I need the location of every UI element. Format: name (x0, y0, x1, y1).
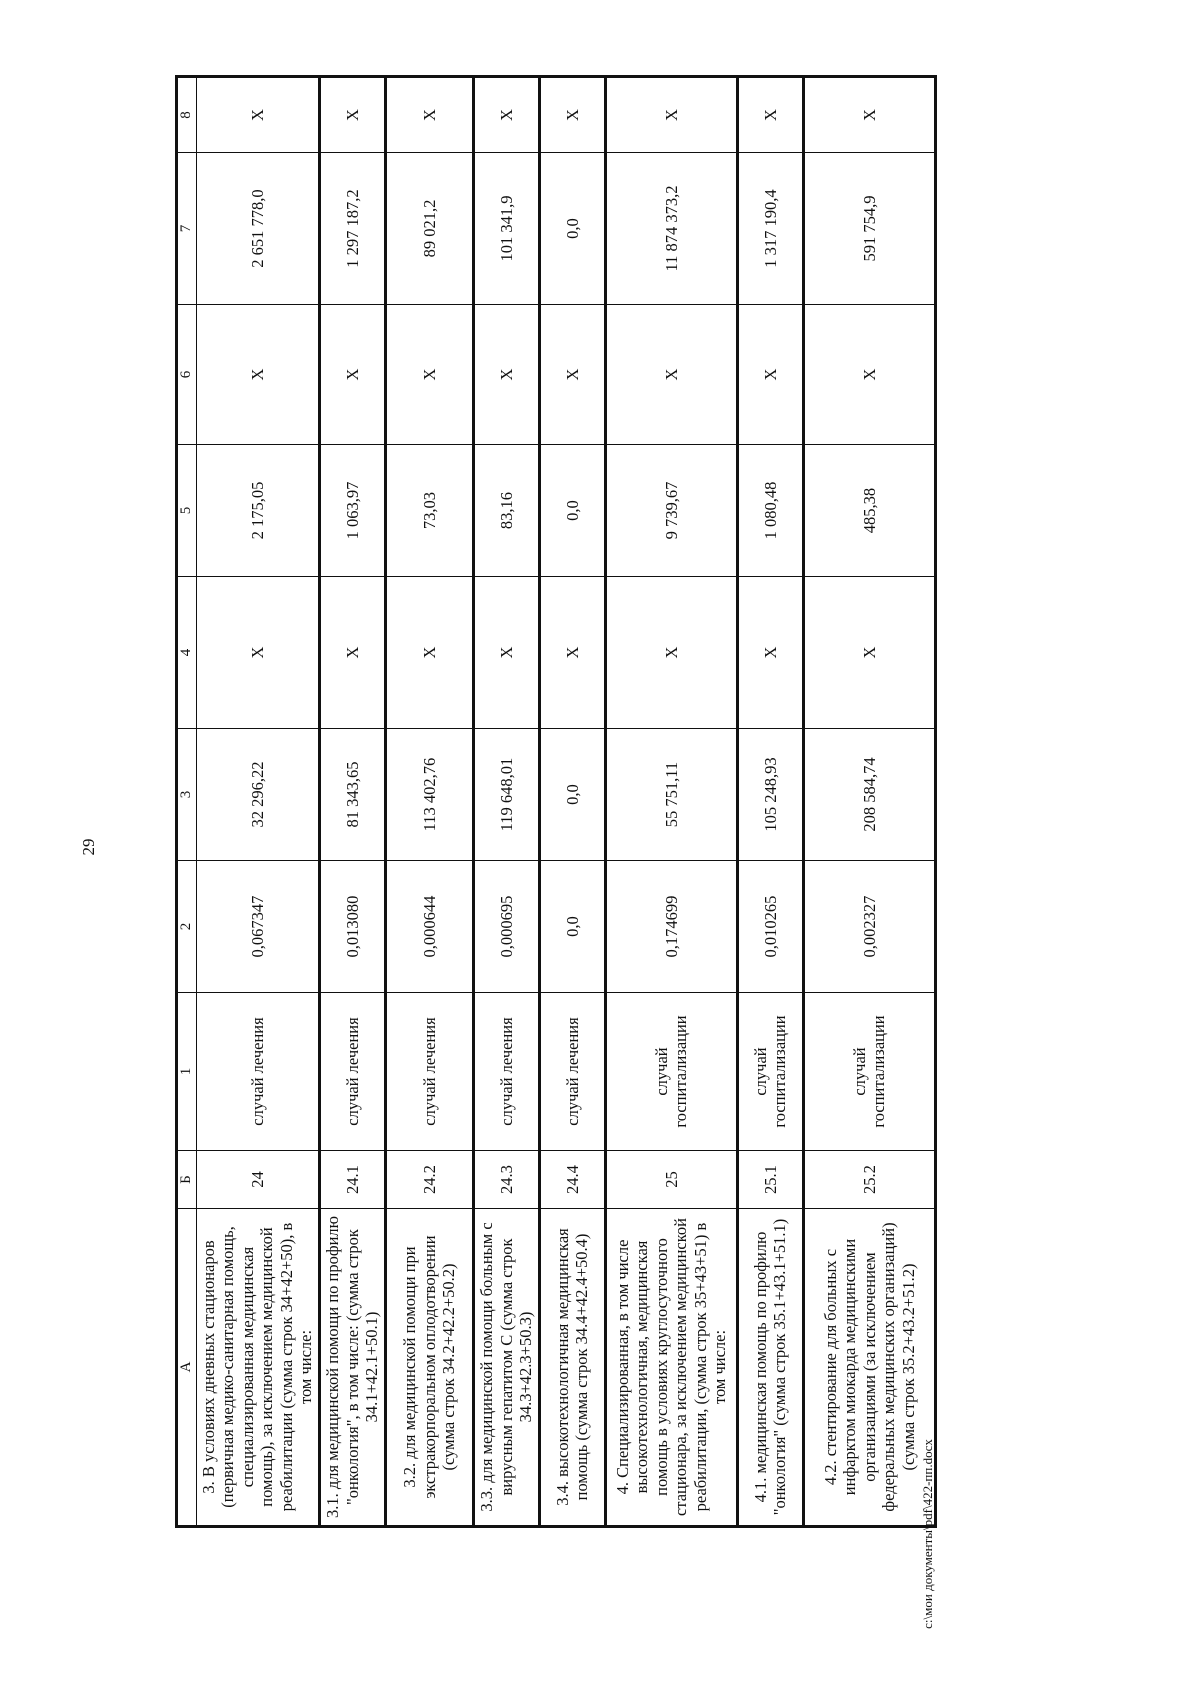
volume-cell: 0,000644 (385, 861, 473, 993)
col7-cell: 11 874 373,2 (605, 153, 737, 305)
page-number: 29 (79, 838, 98, 856)
row-code: 24.3 (473, 1151, 539, 1209)
table-row (385, 77, 473, 1527)
row-code: 24.4 (539, 1151, 605, 1209)
col8-cell: Х (473, 77, 539, 153)
col5-cell: 0,0 (539, 445, 605, 577)
col6-cell: Х (803, 305, 935, 445)
col5-cell: 485,38 (803, 445, 935, 577)
header-5: 5 (177, 445, 197, 577)
volume-cell: 0,010265 (737, 861, 803, 993)
col8-cell: Х (605, 77, 737, 153)
row-label: 4.2. стентирование для больных с инфарктом миокарда медицинскими организациями (за исключением федеральных медицинских организаций) (сумма строк 35.2+43.2+51.2) (803, 1209, 935, 1527)
col7-cell: 101 341,9 (473, 153, 539, 305)
unit-cell: случай лечения (197, 993, 320, 1151)
table-row (319, 77, 385, 1527)
header-8: 8 (177, 77, 197, 153)
tariff-table (175, 78, 937, 1528)
header-b: Б (177, 1151, 197, 1209)
col6-cell: Х (385, 305, 473, 445)
row-label: 3. В условиях дневных стационаров (первичная медико-санитарная помощь, специализированная медицинская помощь), за исключением медицинской реабилитации (сумма строк 34+42+50), в том числе: (197, 1209, 320, 1527)
row-label: 4. Специализированная, в том числе высокотехнологичная, медицинская помощь в условиях круглосуточного стационара, за исключением медицинской реабилитации, (сумма строк 35+43+51) в том числе: (605, 1209, 737, 1527)
row-code: 25 (605, 1151, 737, 1209)
col7-cell: 89 021,2 (385, 153, 473, 305)
table-row (803, 77, 935, 1527)
col4-cell: Х (473, 577, 539, 729)
col8-cell: Х (539, 77, 605, 153)
cost-cell: 32 296,22 (197, 729, 320, 861)
unit-cell: случай лечения (539, 993, 605, 1151)
col4-cell: Х (737, 577, 803, 729)
col6-cell: Х (473, 305, 539, 445)
col4-cell: Х (539, 577, 605, 729)
header-7: 7 (177, 153, 197, 305)
col6-cell: Х (737, 305, 803, 445)
col5-cell: 73,03 (385, 445, 473, 577)
row-label: 4.1. медицинская помощь по профилю "онкология" (сумма строк 35.1+43.1+51.1) (737, 1209, 803, 1527)
col8-cell: Х (319, 77, 385, 153)
volume-cell: 0,000695 (473, 861, 539, 993)
unit-cell: случай госпитализации (737, 993, 803, 1151)
volume-cell: 0,174699 (605, 861, 737, 993)
col5-cell: 2 175,05 (197, 445, 320, 577)
row-label: 3.1. для медицинской помощи по профилю "онкология", в том числе: (сумма строк 34.1+42.1+50.1) (319, 1209, 385, 1527)
col8-cell: Х (737, 77, 803, 153)
row-label: 3.2. для медицинской помощи при экстракорпоральном оплодотворении (сумма строк 34.2+42.2+50.2) (385, 1209, 473, 1527)
col7-cell: 1 297 187,2 (319, 153, 385, 305)
col8-cell: Х (803, 77, 935, 153)
col8-cell: Х (385, 77, 473, 153)
table-row (539, 77, 605, 1527)
unit-cell: случай госпитализации (605, 993, 737, 1151)
cost-cell: 81 343,65 (319, 729, 385, 861)
cost-cell: 113 402,76 (385, 729, 473, 861)
volume-cell: 0,002327 (803, 861, 935, 993)
table-row (473, 77, 539, 1527)
row-code: 25.1 (737, 1151, 803, 1209)
col8-cell: Х (197, 77, 320, 153)
footer-file-path: c:\мои документы\pdf\422-пп.docx (920, 1439, 935, 1629)
header-row (177, 77, 197, 1527)
header-2: 2 (177, 861, 197, 993)
col6-cell: Х (197, 305, 320, 445)
row-code: 25.2 (803, 1151, 935, 1209)
col7-cell: 1 317 190,4 (737, 153, 803, 305)
col5-cell: 9 739,67 (605, 445, 737, 577)
row-code: 24.1 (319, 1151, 385, 1209)
volume-cell: 0,0 (539, 861, 605, 993)
row-code: 24 (197, 1151, 320, 1209)
unit-cell: случай госпитализации (803, 993, 935, 1151)
table-row (197, 77, 320, 1527)
header-3: 3 (177, 729, 197, 861)
col4-cell: Х (197, 577, 320, 729)
col7-cell: 591 754,9 (803, 153, 935, 305)
row-label: 3.3. для медицинской помощи больным с вирусным гепатитом С (сумма строк 34.3+42.3+50.3) (473, 1209, 539, 1527)
col6-cell: Х (319, 305, 385, 445)
row-code: 24.2 (385, 1151, 473, 1209)
col6-cell: Х (605, 305, 737, 445)
cost-cell: 0,0 (539, 729, 605, 861)
col4-cell: Х (319, 577, 385, 729)
header-a: А (177, 1209, 197, 1527)
col5-cell: 1 063,97 (319, 445, 385, 577)
row-label: 3.4. высокотехнологичная медицинская помощь (сумма строк 34.4+42.4+50.4) (539, 1209, 605, 1527)
col5-cell: 1 080,48 (737, 445, 803, 577)
col4-cell: Х (803, 577, 935, 729)
cost-cell: 119 648,01 (473, 729, 539, 861)
volume-cell: 0,067347 (197, 861, 320, 993)
cost-cell: 105 248,93 (737, 729, 803, 861)
table-row (605, 77, 737, 1527)
cost-cell: 208 584,74 (803, 729, 935, 861)
header-4: 4 (177, 577, 197, 729)
unit-cell: случай лечения (385, 993, 473, 1151)
table-row (737, 77, 803, 1527)
volume-cell: 0,013080 (319, 861, 385, 993)
unit-cell: случай лечения (473, 993, 539, 1151)
col6-cell: Х (539, 305, 605, 445)
unit-cell: случай лечения (319, 993, 385, 1151)
col5-cell: 83,16 (473, 445, 539, 577)
col7-cell: 0,0 (539, 153, 605, 305)
col4-cell: Х (385, 577, 473, 729)
col7-cell: 2 651 778,0 (197, 153, 320, 305)
header-1: 1 (177, 993, 197, 1151)
col4-cell: Х (605, 577, 737, 729)
cost-cell: 55 751,11 (605, 729, 737, 861)
header-6: 6 (177, 305, 197, 445)
